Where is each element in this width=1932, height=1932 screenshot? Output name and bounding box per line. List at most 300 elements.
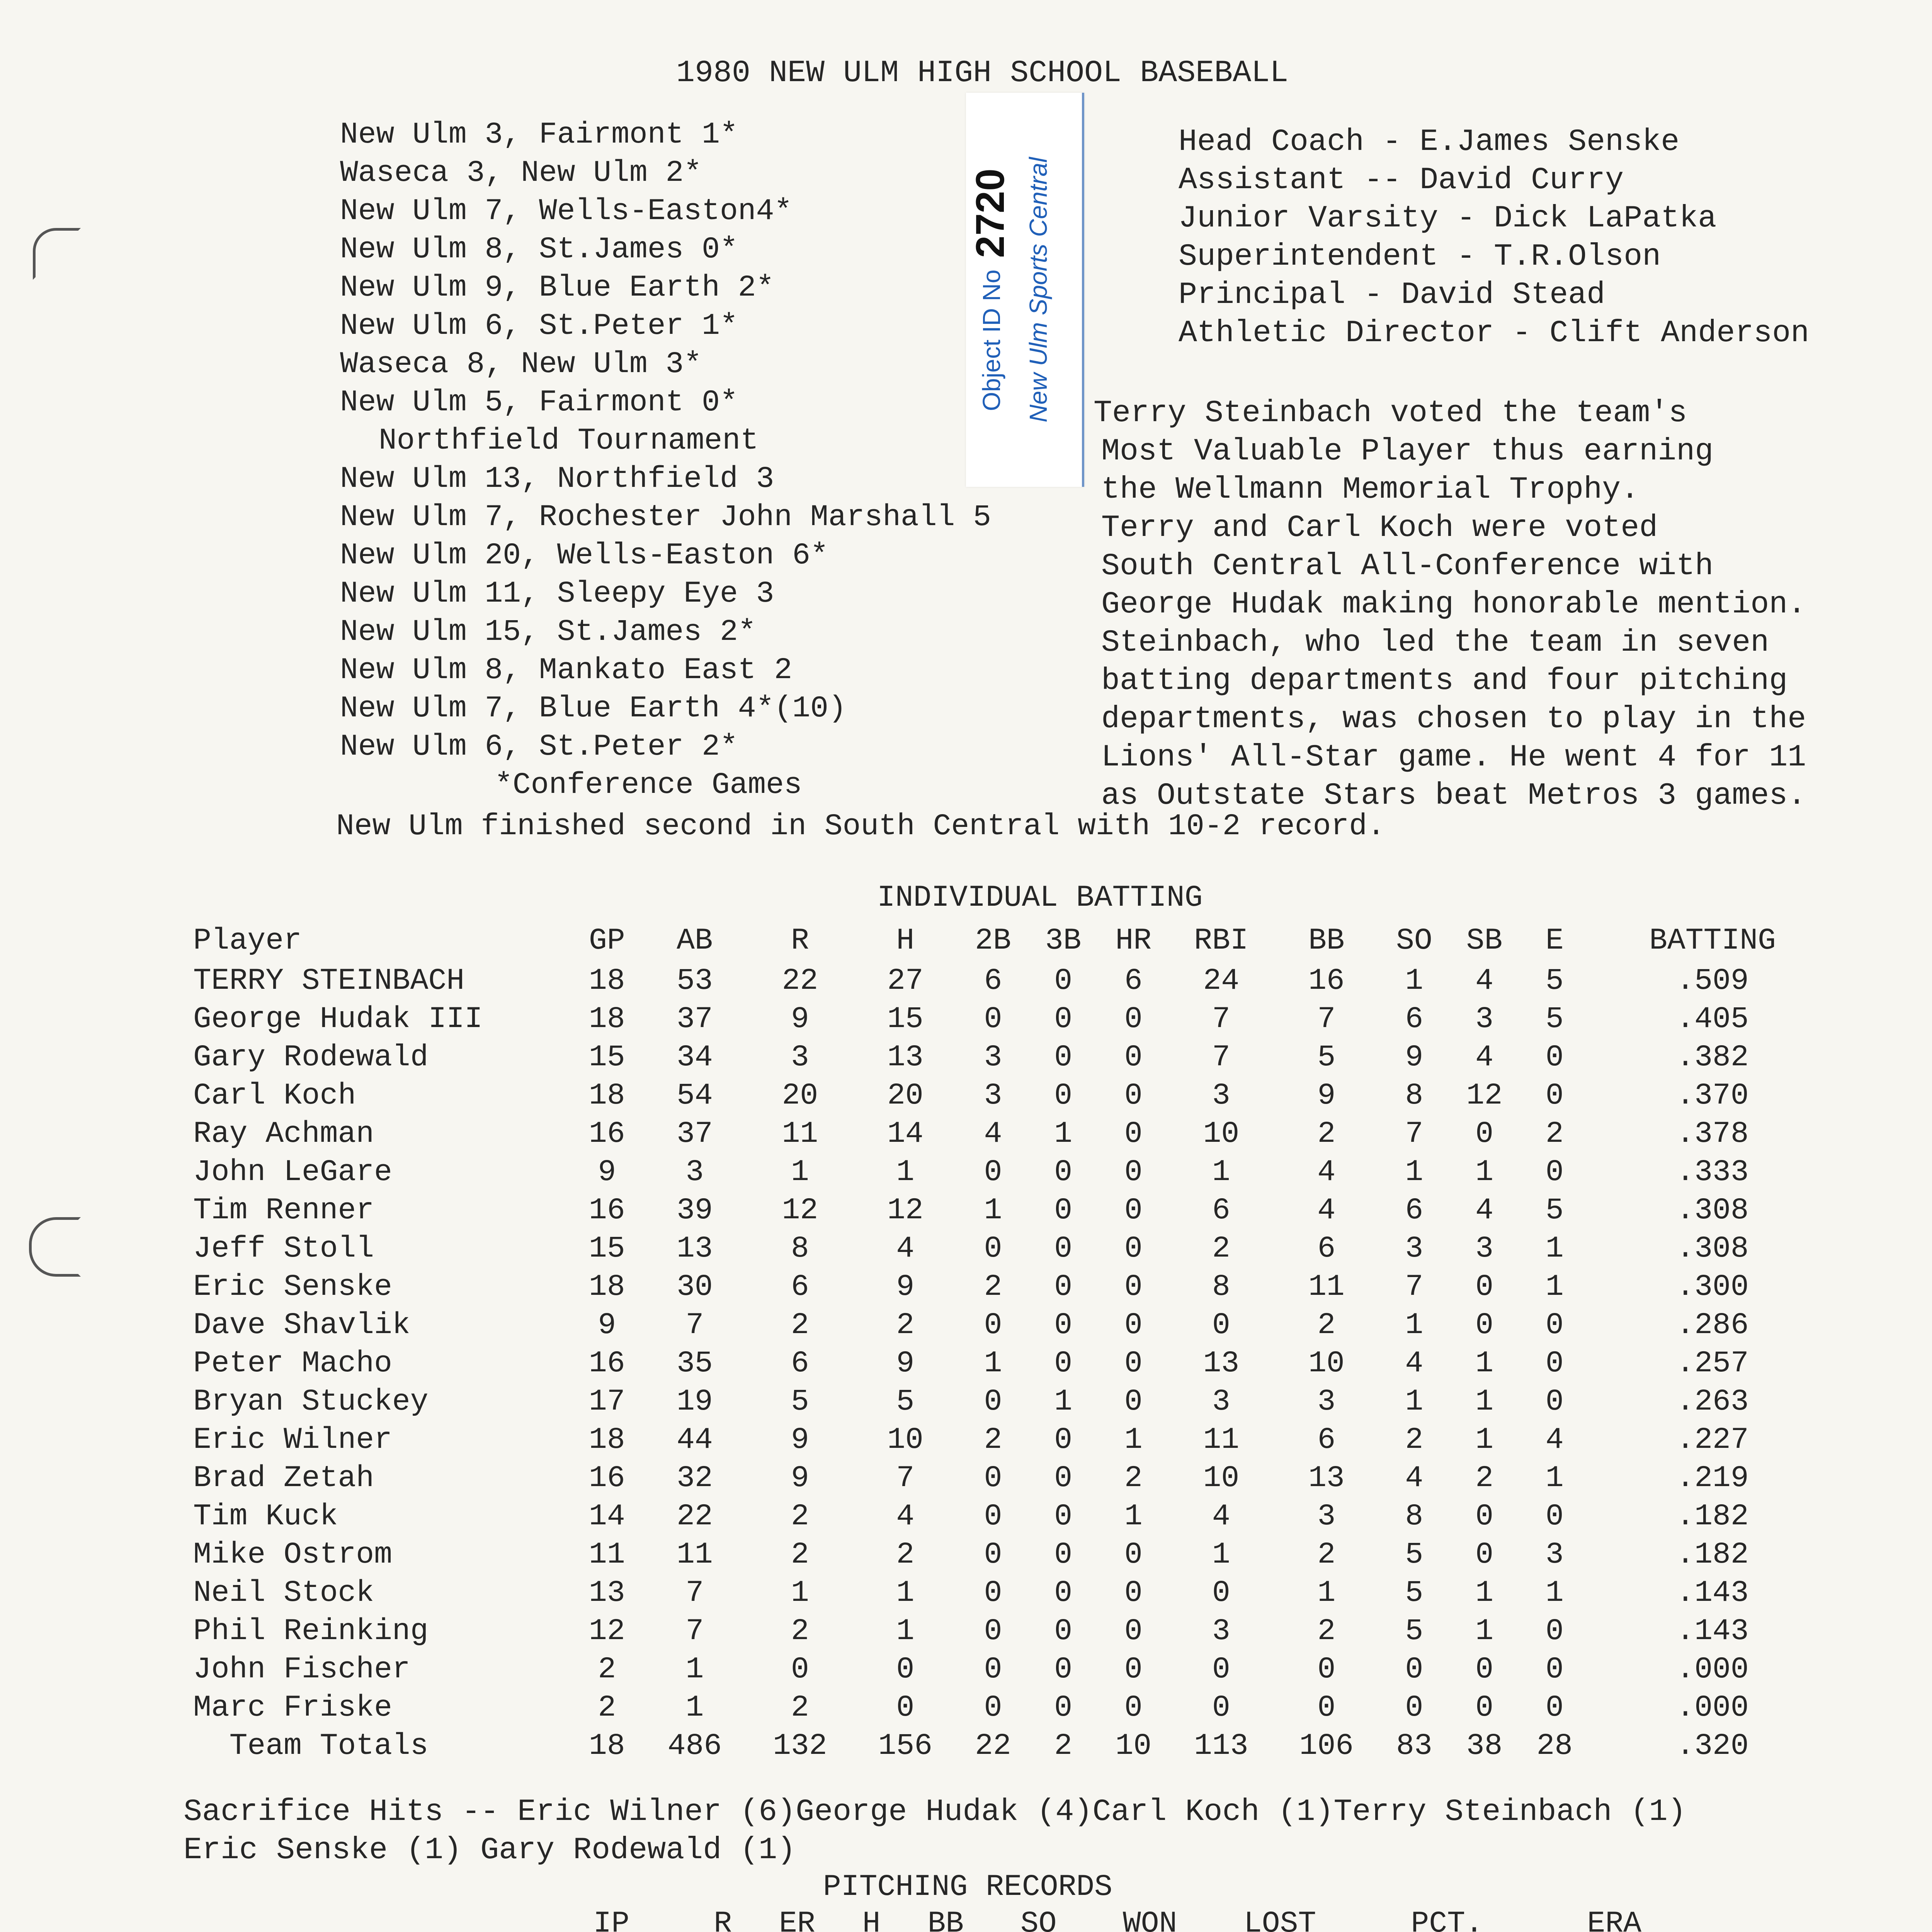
- batting-stat-cell: 1: [1124, 1423, 1143, 1457]
- batting-row: [193, 1230, 1835, 1268]
- batting-stat-cell: 7: [1317, 1002, 1336, 1036]
- pitching-header-cell: IP: [593, 1907, 630, 1932]
- batting-stat-cell: 2: [791, 1538, 809, 1572]
- batting-header-row: [193, 920, 1835, 962]
- batting-stat-cell: 4: [1405, 1461, 1423, 1495]
- batting-stat-cell: 1: [1475, 1423, 1494, 1457]
- pitching-header-cell: ERA: [1587, 1907, 1641, 1932]
- batting-stat-cell: 16: [1308, 964, 1345, 998]
- batting-stat-cell: 6: [1317, 1423, 1336, 1457]
- summary-line: Lions' All-Star game. He went 4 for 11: [1101, 740, 1806, 775]
- batting-stat-cell: 14: [887, 1117, 923, 1151]
- batting-stat-cell: 0: [1124, 1194, 1143, 1228]
- batting-stat-cell: 0: [1545, 1691, 1564, 1725]
- batting-row: [193, 1383, 1835, 1421]
- batting-stat-cell: 3: [1317, 1500, 1336, 1534]
- batting-stat-cell: 6: [1405, 1194, 1423, 1228]
- batting-stat-cell: 37: [677, 1002, 713, 1036]
- batting-name-cell: Carl Koch: [193, 1079, 356, 1113]
- batting-stat-cell: 16: [589, 1117, 625, 1151]
- batting-stat-cell: 30: [677, 1270, 713, 1304]
- season-summary: [1094, 394, 1806, 815]
- batting-stat-cell: 27: [887, 964, 923, 998]
- batting-stat-cell: 0: [1054, 1232, 1073, 1266]
- game-result: Waseca 8, New Ulm 3*: [340, 347, 702, 381]
- batting-stat-cell: 11: [589, 1538, 625, 1572]
- batting-row: [193, 1574, 1835, 1612]
- batting-stat-cell: 2: [1317, 1117, 1336, 1151]
- batting-stat-cell: 0: [1545, 1308, 1564, 1342]
- batting-stat-cell: 2: [791, 1308, 809, 1342]
- batting-stat-cell: 0: [1545, 1653, 1564, 1687]
- batting-stat-cell: 0: [1124, 1691, 1143, 1725]
- batting-stat-cell: 3: [1212, 1385, 1230, 1419]
- summary-line: departments, was chosen to play in the: [1101, 702, 1806, 737]
- batting-row: [193, 1115, 1835, 1153]
- batting-stat-cell: 17: [589, 1385, 625, 1419]
- batting-header-cell: R: [791, 923, 809, 958]
- game-result: Waseca 3, New Ulm 2*: [340, 156, 702, 190]
- batting-stat-cell: 1: [685, 1691, 704, 1725]
- batting-stat-cell: 28: [1536, 1729, 1573, 1763]
- batting-stat-cell: 15: [589, 1232, 625, 1266]
- batting-header-cell: AB: [677, 923, 713, 958]
- conference-note: *Conference Games: [495, 768, 802, 802]
- batting-stat-cell: 7: [1405, 1270, 1423, 1304]
- batting-row: [193, 962, 1835, 1000]
- batting-stat-cell: 0: [1054, 1194, 1073, 1228]
- batting-stat-cell: 0: [1475, 1117, 1494, 1151]
- batting-stat-cell: 0: [984, 1461, 1002, 1495]
- batting-stat-cell: 3: [1317, 1385, 1336, 1419]
- batting-stat-cell: 0: [1054, 1308, 1073, 1342]
- batting-name-cell: Neil Stock: [193, 1576, 374, 1610]
- batting-stat-cell: 0: [1317, 1653, 1336, 1687]
- batting-stat-cell: 0: [1405, 1691, 1423, 1725]
- batting-stat-cell: 12: [887, 1194, 923, 1228]
- summary-line: Steinbach, who led the team in seven: [1101, 625, 1769, 660]
- batting-stat-cell: 10: [1203, 1461, 1240, 1495]
- batting-stat-cell: 2: [984, 1270, 1002, 1304]
- batting-stat-cell: 2: [1475, 1461, 1494, 1495]
- batting-name-cell: Tim Renner: [193, 1194, 374, 1228]
- batting-stat-cell: 0: [896, 1691, 915, 1725]
- batting-stat-cell: 22: [782, 964, 818, 998]
- batting-stat-cell: 35: [677, 1347, 713, 1381]
- batting-stat-cell: 3: [685, 1155, 704, 1189]
- object-id-caption: Object ID No: [978, 269, 1005, 411]
- batting-stat-cell: 1: [1475, 1347, 1494, 1381]
- batting-stat-cell: 0: [1475, 1691, 1494, 1725]
- batting-header-cell: RBI: [1194, 923, 1248, 958]
- game-result: New Ulm 7, Blue Earth 4*(10): [340, 692, 847, 726]
- batting-stat-cell: 18: [589, 964, 625, 998]
- batting-stat-cell: 7: [685, 1308, 704, 1342]
- batting-stat-cell: 14: [589, 1500, 625, 1534]
- batting-stat-cell: 11: [677, 1538, 713, 1572]
- batting-stat-cell: 18: [589, 1729, 625, 1763]
- batting-stat-cell: 1: [1475, 1576, 1494, 1610]
- batting-stat-cell: 0: [1054, 1691, 1073, 1725]
- batting-header-cell: SB: [1466, 923, 1503, 958]
- batting-stat-cell: 54: [677, 1079, 713, 1113]
- batting-stat-cell: 9: [791, 1423, 809, 1457]
- batting-stat-cell: .308: [1676, 1232, 1749, 1266]
- batting-stat-cell: 0: [984, 1308, 1002, 1342]
- batting-name-cell: Jeff Stoll: [193, 1232, 374, 1266]
- batting-stat-cell: 486: [667, 1729, 722, 1763]
- batting-header-cell: Player: [193, 923, 302, 958]
- batting-stat-cell: 11: [1308, 1270, 1345, 1304]
- batting-stat-cell: 2: [1317, 1614, 1336, 1648]
- batting-stat-cell: .300: [1676, 1270, 1749, 1304]
- pitching-header-row: [182, 1905, 1689, 1932]
- batting-name-cell: Eric Senske: [193, 1270, 392, 1304]
- batting-stat-cell: 0: [1054, 1653, 1073, 1687]
- batting-stat-cell: 1: [1124, 1500, 1143, 1534]
- batting-stat-cell: 7: [1212, 1041, 1230, 1075]
- batting-stat-cell: 9: [598, 1308, 616, 1342]
- summary-line: Terry Steinbach voted the team's: [1094, 396, 1687, 431]
- batting-stat-cell: 0: [1054, 1002, 1073, 1036]
- batting-stat-cell: 3: [1405, 1232, 1423, 1266]
- batting-row: [193, 1498, 1835, 1536]
- batting-stat-cell: 1: [1054, 1117, 1073, 1151]
- batting-stat-cell: 2: [896, 1308, 915, 1342]
- batting-stat-cell: 10: [1203, 1117, 1240, 1151]
- game-result: New Ulm 13, Northfield 3: [340, 462, 774, 496]
- batting-stat-cell: 1: [791, 1155, 809, 1189]
- batting-stat-cell: 5: [1405, 1576, 1423, 1610]
- batting-stat-cell: 2: [1405, 1423, 1423, 1457]
- batting-stat-cell: .182: [1676, 1538, 1749, 1572]
- batting-stat-cell: 4: [984, 1117, 1002, 1151]
- batting-stat-cell: 0: [1124, 1614, 1143, 1648]
- batting-stat-cell: 0: [1054, 1270, 1073, 1304]
- batting-stat-cell: 0: [1124, 1347, 1143, 1381]
- batting-row: [193, 1421, 1835, 1459]
- summary-line: Most Valuable Player thus earning: [1101, 434, 1714, 469]
- batting-name-cell: John LeGare: [193, 1155, 392, 1189]
- batting-stat-cell: 0: [1054, 1155, 1073, 1189]
- batting-stat-cell: 0: [1545, 1500, 1564, 1534]
- batting-stat-cell: 4: [1475, 1194, 1494, 1228]
- game-result: New Ulm 9, Blue Earth 2*: [340, 271, 774, 305]
- batting-stat-cell: 13: [589, 1576, 625, 1610]
- batting-stat-cell: 0: [984, 1538, 1002, 1572]
- batting-stat-cell: .320: [1676, 1729, 1749, 1763]
- batting-stat-cell: .263: [1676, 1385, 1749, 1419]
- staff-line: Athletic Director - Clift Anderson: [1179, 316, 1810, 351]
- summary-line: the Wellmann Memorial Trophy.: [1101, 472, 1639, 507]
- batting-stat-cell: 1: [1405, 1385, 1423, 1419]
- batting-stat-cell: 15: [589, 1041, 625, 1075]
- batting-stat-cell: 2: [791, 1691, 809, 1725]
- batting-stat-cell: 4: [896, 1500, 915, 1534]
- batting-stat-cell: 53: [677, 964, 713, 998]
- batting-stat-cell: 1: [984, 1347, 1002, 1381]
- batting-stat-cell: .227: [1676, 1423, 1749, 1457]
- batting-stat-cell: .382: [1676, 1041, 1749, 1075]
- batting-stat-cell: 0: [1054, 1614, 1073, 1648]
- batting-stat-cell: 13: [1203, 1347, 1240, 1381]
- batting-stat-cell: 5: [1545, 964, 1564, 998]
- pitching-header-cell: R: [714, 1907, 732, 1932]
- batting-stat-cell: 19: [677, 1385, 713, 1419]
- batting-stat-cell: 3: [791, 1041, 809, 1075]
- game-result: New Ulm 11, Sleepy Eye 3: [340, 577, 774, 611]
- batting-stat-cell: 12: [782, 1194, 818, 1228]
- batting-stat-cell: 0: [1124, 1270, 1143, 1304]
- pitching-header-cell: SO: [1020, 1907, 1057, 1932]
- staff-line: Head Coach - E.James Senske: [1179, 124, 1680, 160]
- batting-stat-cell: .182: [1676, 1500, 1749, 1534]
- batting-stat-cell: 6: [1212, 1194, 1230, 1228]
- batting-stat-cell: 0: [1212, 1308, 1230, 1342]
- batting-name-cell: Phil Reinking: [193, 1614, 429, 1648]
- batting-stat-cell: .333: [1676, 1155, 1749, 1189]
- batting-stat-cell: .370: [1676, 1079, 1749, 1113]
- batting-header-cell: H: [896, 923, 915, 958]
- batting-stat-cell: 10: [1115, 1729, 1152, 1763]
- batting-stat-cell: 113: [1194, 1729, 1248, 1763]
- game-result: New Ulm 15, St.James 2*: [340, 615, 756, 649]
- batting-stat-cell: 1: [1475, 1614, 1494, 1648]
- batting-stat-cell: 4: [1317, 1155, 1336, 1189]
- batting-stat-cell: 0: [1054, 1079, 1073, 1113]
- staff-line: Principal - David Stead: [1179, 277, 1605, 313]
- batting-name-cell: Mike Ostrom: [193, 1538, 392, 1572]
- summary-line: as Outstate Stars beat Metros 3 games.: [1101, 778, 1806, 813]
- batting-name-cell: Tim Kuck: [193, 1500, 338, 1534]
- batting-stat-cell: 7: [1405, 1117, 1423, 1151]
- game-result: New Ulm 6, St.Peter 1*: [340, 309, 738, 343]
- binder-hole-middle: [29, 1217, 81, 1277]
- batting-stat-cell: 11: [782, 1117, 818, 1151]
- batting-stat-cell: 1: [896, 1614, 915, 1648]
- batting-name-cell: Eric Wilner: [193, 1423, 392, 1457]
- batting-name-cell: Marc Friske: [193, 1691, 392, 1725]
- batting-stat-cell: 1: [1405, 1308, 1423, 1342]
- batting-header-cell: SO: [1396, 923, 1432, 958]
- batting-stat-cell: .000: [1676, 1653, 1749, 1687]
- batting-stat-cell: 0: [984, 1500, 1002, 1534]
- batting-name-cell: Peter Macho: [193, 1347, 392, 1381]
- batting-name-cell: Dave Shavlik: [193, 1308, 410, 1342]
- batting-stat-cell: .286: [1676, 1308, 1749, 1342]
- batting-stat-cell: 4: [1317, 1194, 1336, 1228]
- batting-stat-cell: 2: [1212, 1232, 1230, 1266]
- batting-stat-cell: 0: [1124, 1117, 1143, 1151]
- batting-stat-cell: 4: [1475, 964, 1494, 998]
- batting-stat-cell: 9: [598, 1155, 616, 1189]
- batting-stat-cell: 0: [1124, 1385, 1143, 1419]
- batting-name-cell: TERRY STEINBACH: [193, 964, 465, 998]
- batting-stat-cell: 1: [1545, 1270, 1564, 1304]
- batting-stat-cell: 0: [1054, 1041, 1073, 1075]
- batting-stat-cell: 32: [677, 1461, 713, 1495]
- batting-stat-cell: 0: [1475, 1308, 1494, 1342]
- batting-header-cell: BATTING: [1649, 923, 1776, 958]
- batting-stat-cell: 44: [677, 1423, 713, 1457]
- object-id-label: [966, 93, 1084, 487]
- batting-stat-cell: 0: [984, 1691, 1002, 1725]
- game-result: New Ulm 7, Rochester John Marshall 5: [340, 500, 992, 534]
- batting-stat-cell: 4: [1212, 1500, 1230, 1534]
- batting-stat-cell: 1: [896, 1155, 915, 1189]
- batting-stat-cell: 0: [1545, 1155, 1564, 1189]
- batting-stat-cell: 83: [1396, 1729, 1432, 1763]
- batting-name-cell: Brad Zetah: [193, 1461, 374, 1495]
- batting-name-cell: Bryan Stuckey: [193, 1385, 429, 1419]
- batting-stat-cell: 10: [1308, 1347, 1345, 1381]
- batting-stat-cell: 15: [887, 1002, 923, 1036]
- batting-stat-cell: 18: [589, 1270, 625, 1304]
- final-standing: New Ulm finished second in South Central with 10-2 record.: [336, 810, 1385, 844]
- batting-stat-cell: .378: [1676, 1117, 1749, 1151]
- batting-stat-cell: 0: [984, 1155, 1002, 1189]
- batting-stat-cell: 3: [984, 1041, 1002, 1075]
- batting-name-cell: Ray Achman: [193, 1117, 374, 1151]
- batting-stat-cell: 24: [1203, 964, 1240, 998]
- batting-stat-cell: 1: [1212, 1155, 1230, 1189]
- batting-stat-cell: 0: [1054, 1461, 1073, 1495]
- batting-stat-cell: 0: [984, 1232, 1002, 1266]
- batting-stat-cell: 4: [896, 1232, 915, 1266]
- batting-name-cell: Gary Rodewald: [193, 1041, 429, 1075]
- summary-line: South Central All-Conference with: [1101, 549, 1714, 584]
- game-result: New Ulm 20, Wells-Easton 6*: [340, 539, 828, 573]
- tournament-heading: Northfield Tournament: [379, 424, 759, 458]
- batting-stat-cell: 1: [1405, 964, 1423, 998]
- batting-stat-cell: 9: [791, 1002, 809, 1036]
- batting-stat-cell: 22: [677, 1500, 713, 1534]
- batting-stat-cell: 18: [589, 1002, 625, 1036]
- batting-header-cell: 3B: [1045, 923, 1082, 958]
- batting-stat-cell: 5: [1317, 1041, 1336, 1075]
- batting-row: [193, 1536, 1835, 1574]
- batting-row: [193, 1268, 1835, 1306]
- batting-stat-cell: 5: [1545, 1002, 1564, 1036]
- batting-stat-cell: 5: [1545, 1194, 1564, 1228]
- batting-stat-cell: 0: [1212, 1653, 1230, 1687]
- batting-stat-cell: 9: [1405, 1041, 1423, 1075]
- batting-stat-cell: 12: [1466, 1079, 1503, 1113]
- batting-stat-cell: 13: [677, 1232, 713, 1266]
- batting-stat-cell: 38: [1466, 1729, 1503, 1763]
- batting-stat-cell: 39: [677, 1194, 713, 1228]
- staff-line: Assistant -- David Curry: [1179, 163, 1624, 198]
- batting-row: [193, 1689, 1835, 1727]
- object-id-number: 2720: [968, 168, 1013, 258]
- batting-stat-cell: 1: [896, 1576, 915, 1610]
- batting-stat-cell: 6: [1405, 1002, 1423, 1036]
- batting-stat-cell: 0: [1405, 1653, 1423, 1687]
- batting-stat-cell: .143: [1676, 1576, 1749, 1610]
- binder-hole-top: [33, 228, 81, 280]
- pitching-table: [182, 1905, 1689, 1932]
- batting-stat-cell: 2: [1317, 1308, 1336, 1342]
- batting-stat-cell: 5: [1405, 1614, 1423, 1648]
- batting-stat-cell: 0: [1545, 1079, 1564, 1113]
- sacrifice-line: Sacrifice Hits -- Eric Wilner (6)George Hudak (4)Carl Koch (1)Terry Steinbach (1): [184, 1794, 1686, 1830]
- staff-list: [1179, 123, 1809, 352]
- pitching-header-cell: BB: [927, 1907, 964, 1932]
- batting-stat-cell: 4: [1405, 1347, 1423, 1381]
- batting-stat-cell: 1: [1054, 1385, 1073, 1419]
- batting-row: [193, 1039, 1835, 1077]
- batting-stat-cell: 0: [1124, 1653, 1143, 1687]
- batting-row: [193, 1612, 1835, 1651]
- batting-stat-cell: 0: [1124, 1538, 1143, 1572]
- batting-stat-cell: 9: [791, 1461, 809, 1495]
- pitching-header-cell: [182, 1905, 537, 1932]
- batting-stat-cell: 5: [791, 1385, 809, 1419]
- batting-stat-cell: 0: [1124, 1041, 1143, 1075]
- batting-stat-cell: 3: [1212, 1614, 1230, 1648]
- batting-stat-cell: .000: [1676, 1691, 1749, 1725]
- pitching-title: PITCHING RECORDS: [823, 1870, 1112, 1904]
- batting-stat-cell: 16: [589, 1194, 625, 1228]
- batting-stat-cell: 0: [1124, 1002, 1143, 1036]
- batting-stat-cell: 0: [1054, 1423, 1073, 1457]
- batting-stat-cell: 0: [984, 1614, 1002, 1648]
- batting-stat-cell: .219: [1676, 1461, 1749, 1495]
- batting-row: [193, 1727, 1835, 1765]
- batting-stat-cell: 3: [1545, 1538, 1564, 1572]
- batting-stat-cell: 9: [896, 1270, 915, 1304]
- batting-stat-cell: 0: [1317, 1691, 1336, 1725]
- game-result: New Ulm 8, St.James 0*: [340, 233, 738, 267]
- batting-stat-cell: 10: [887, 1423, 923, 1457]
- batting-stat-cell: 22: [975, 1729, 1011, 1763]
- batting-header-cell: E: [1545, 923, 1564, 958]
- batting-stat-cell: 0: [1475, 1270, 1494, 1304]
- batting-stat-cell: 3: [1475, 1002, 1494, 1036]
- batting-header-cell: BB: [1308, 923, 1345, 958]
- batting-stat-cell: 0: [1545, 1614, 1564, 1648]
- batting-header-cell: HR: [1115, 923, 1152, 958]
- batting-stat-cell: .257: [1676, 1347, 1749, 1381]
- batting-stat-cell: 2: [896, 1538, 915, 1572]
- batting-stat-cell: 8: [1405, 1079, 1423, 1113]
- batting-stat-cell: 4: [1545, 1423, 1564, 1457]
- batting-stat-cell: 0: [1054, 1500, 1073, 1534]
- batting-stat-cell: 106: [1299, 1729, 1354, 1763]
- batting-stat-cell: 2: [791, 1614, 809, 1648]
- batting-stat-cell: 9: [896, 1347, 915, 1381]
- batting-stat-cell: 2: [598, 1691, 616, 1725]
- batting-header-cell: GP: [589, 923, 625, 958]
- sacrifice-line: Eric Senske (1) Gary Rodewald (1): [184, 1833, 796, 1868]
- batting-stat-cell: 20: [887, 1079, 923, 1113]
- batting-stat-cell: .405: [1676, 1002, 1749, 1036]
- batting-stat-cell: 1: [685, 1653, 704, 1687]
- batting-stat-cell: 6: [1124, 964, 1143, 998]
- batting-stat-cell: 2: [598, 1653, 616, 1687]
- batting-stat-cell: 0: [1545, 1041, 1564, 1075]
- batting-stat-cell: 1: [1405, 1155, 1423, 1189]
- batting-name-cell: George Hudak III: [193, 1002, 483, 1036]
- batting-stat-cell: 3: [984, 1079, 1002, 1113]
- batting-row: [193, 1153, 1835, 1192]
- batting-stat-cell: 4: [1475, 1041, 1494, 1075]
- game-result: New Ulm 3, Fairmont 1*: [340, 118, 738, 152]
- batting-stat-cell: 20: [782, 1079, 818, 1113]
- pitching-header-cell: ER: [779, 1907, 815, 1932]
- batting-stat-cell: 18: [589, 1079, 625, 1113]
- batting-stat-cell: 0: [1124, 1079, 1143, 1113]
